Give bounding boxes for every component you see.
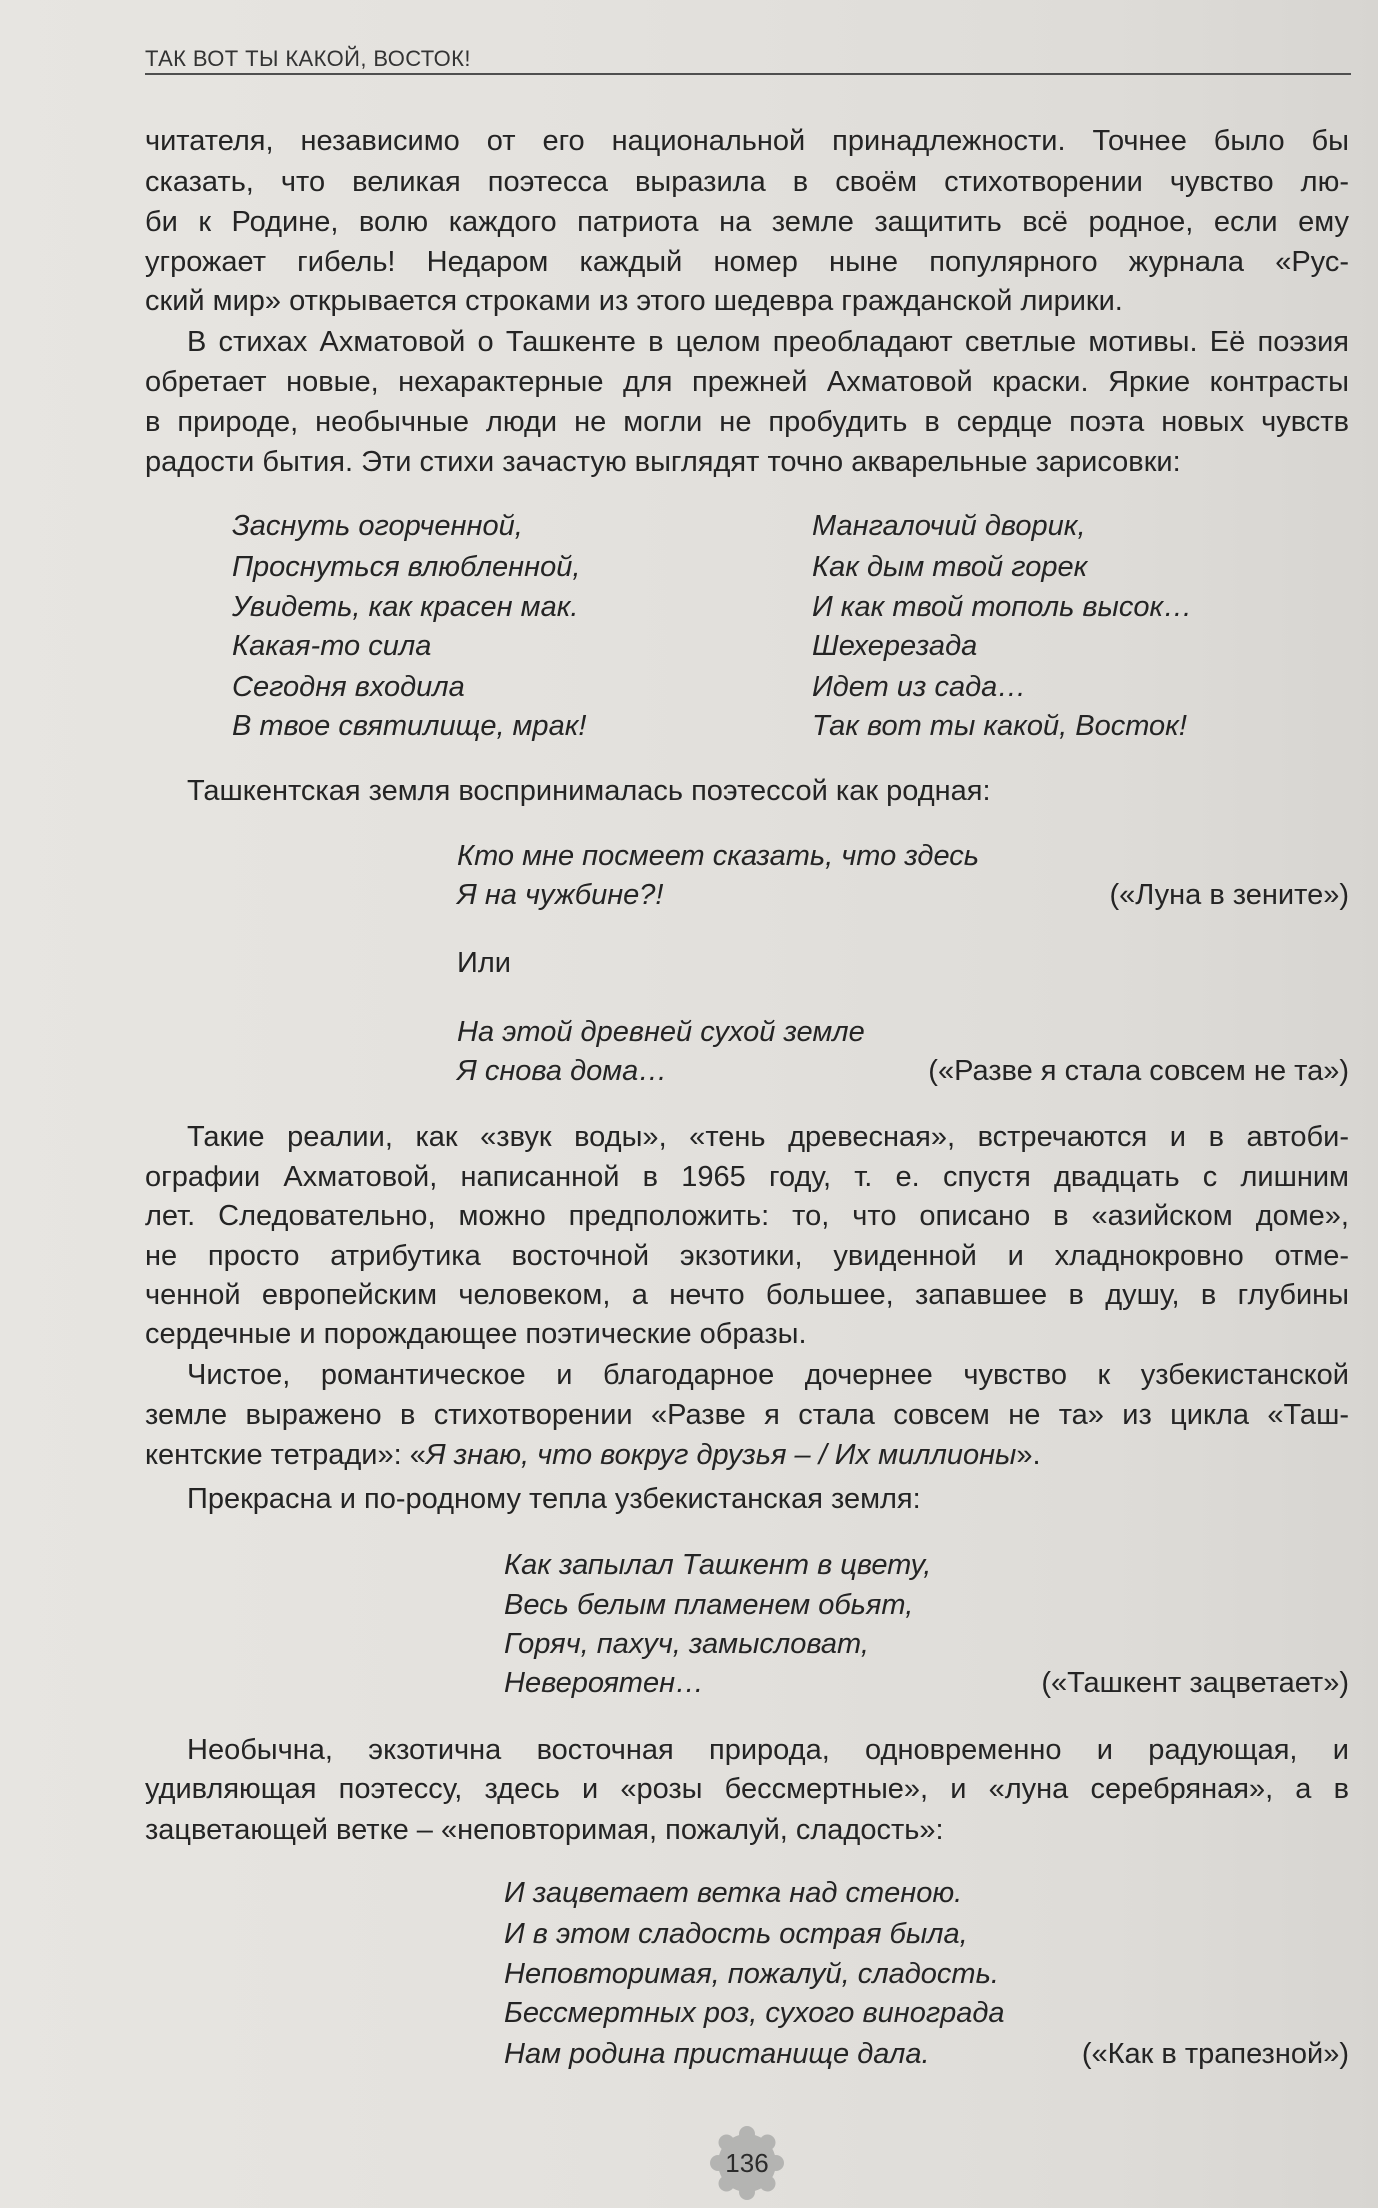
paragraph-line: ографии Ахматовой, написанной в 1965 году, т. е. спустя двадцать с лишним (145, 1161, 1349, 1193)
poem-line: В твое святилище, мрак! (232, 710, 587, 742)
paragraph-line: Такие реалии, как «звук воды», «тень древесная», встречаются и в автоби- (187, 1121, 1349, 1153)
page-number: 136 (725, 2148, 769, 2178)
paragraph-line: Необычна, экзотична восточная природа, одновременно и радующая, и (187, 1734, 1349, 1766)
poem-line: Весь белым пламенем обьят, (504, 1589, 914, 1621)
paragraph-line: не просто атрибутика восточной экзотики, увиденной и хладнокровно отме- (145, 1240, 1349, 1272)
poem-line: Идет из сада… (812, 671, 1027, 703)
poem-line: Я на чужбине?! (457, 879, 664, 911)
poem-source: («Луна в зените») (1109, 879, 1349, 911)
paragraph-line: зацветающей ветке – «неповторимая, пожалуй, сладость»: (145, 1814, 944, 1846)
poem-line: И в этом сладость острая была, (504, 1918, 968, 1950)
paragraph-text: ». (1016, 1439, 1041, 1471)
paragraph-line (145, 1435, 1349, 1475)
paragraph-line: Ташкентская земля воспринималась поэтессой как родная: (187, 775, 991, 807)
poem-line: Проснуться влюбленной, (232, 551, 581, 583)
poem-line: На этой древней сухой земле (457, 1016, 865, 1048)
paragraph-line: удивляющая поэтессу, здесь и «розы бессмертные», и «луна серебряная», а в (145, 1773, 1349, 1805)
poem-line: Как дым твой горек (812, 551, 1088, 583)
paragraph-line: в природе, необычные люди не могли не пробудить в сердце поэта новых чувств (145, 406, 1349, 438)
poem-connector: Или (457, 947, 511, 979)
poem-line: Кто мне посмеет сказать, что здесь (457, 840, 979, 872)
paragraph-line: В стихах Ахматовой о Ташкенте в целом преобладают светлые мотивы. Её поэзия (187, 326, 1349, 358)
running-title: ТАК ВОТ ТЫ КАКОЙ, ВОСТОК! (145, 46, 471, 71)
poem-line: Неповторимая, пожалуй, сладость. (504, 1958, 999, 1990)
poem-line: Заснуть огорченной, (232, 510, 523, 542)
poem-line: Мангалочий дворик, (812, 510, 1086, 542)
paragraph-line: Чистое, романтическое и благодарное дочернее чувство к узбекистанской (187, 1359, 1349, 1391)
paragraph-line: читателя, независимо от его национальной принадлежности. Точнее было бы (145, 125, 1349, 157)
paragraph-line: угрожает гибель! Недаром каждый номер ныне популярного журнала «Рус- (145, 246, 1349, 278)
paragraph-line: сердечные и порождающее поэтические образы. (145, 1318, 807, 1350)
poem-line: Невероятен… (504, 1667, 705, 1699)
paragraph-line: лет. Следовательно, можно предположить: то, что описано в «азийском доме», (145, 1200, 1349, 1232)
paragraph-line: би к Родине, волю каждого патриота на земле защитить всё родное, если ему (145, 206, 1349, 238)
poem-line: Бессмертных роз, сухого винограда (504, 1997, 1005, 2029)
paragraph-text: кентские тетради»: « (145, 1439, 426, 1471)
paragraph-line: радости бытия. Эти стихи зачастую выглядят точно акварельные зарисовки: (145, 446, 1181, 478)
poem-line: Какая-то сила (232, 630, 432, 662)
poem-line: Шехерезада (812, 630, 978, 662)
paragraph-line: обретает новые, нехарактерные для прежней Ахматовой краски. Яркие контрасты (145, 366, 1349, 398)
paragraph-line: сказать, что великая поэтесса выразила в своём стихотворении чувство лю- (145, 166, 1349, 198)
paragraph-line: ченной европейским человеком, а нечто большее, запавшее в душу, в глубины (145, 1279, 1349, 1311)
paragraph-line: земле выражено в стихотворении «Разве я стала совсем не та» из цикла «Таш- (145, 1399, 1349, 1431)
page-number-ornament (707, 2125, 787, 2201)
poem-source: («Разве я стала совсем не та») (928, 1055, 1349, 1087)
paragraph-line: Прекрасна и по-родному тепла узбекистанская земля: (187, 1483, 921, 1515)
poem-line: Сегодня входила (232, 671, 465, 703)
poem-line: Увидеть, как красен мак. (232, 591, 579, 623)
poem-line: Так вот ты какой, Восток! (812, 710, 1187, 742)
poem-line: И зацветает ветка над стеною. (504, 1877, 963, 1909)
header-rule (145, 73, 1351, 75)
inline-quote: Я знаю, что вокруг друзья – / Их миллионы (425, 1439, 1017, 1471)
paragraph-line: ский мир» открывается строками из этого шедевра гражданской лирики. (145, 285, 1123, 317)
poem-line: Я снова дома… (457, 1055, 668, 1087)
poem-line: Горяч, пахуч, замысловат, (504, 1628, 869, 1660)
poem-source: («Ташкент зацветает») (1041, 1667, 1349, 1699)
poem-line: Нам родина пристанище дала. (504, 2038, 930, 2070)
poem-line: И как твой тополь высок… (812, 591, 1193, 623)
poem-source: («Как в трапезной») (1081, 2038, 1349, 2070)
poem-line: Как запылал Ташкент в цвету, (504, 1549, 932, 1581)
